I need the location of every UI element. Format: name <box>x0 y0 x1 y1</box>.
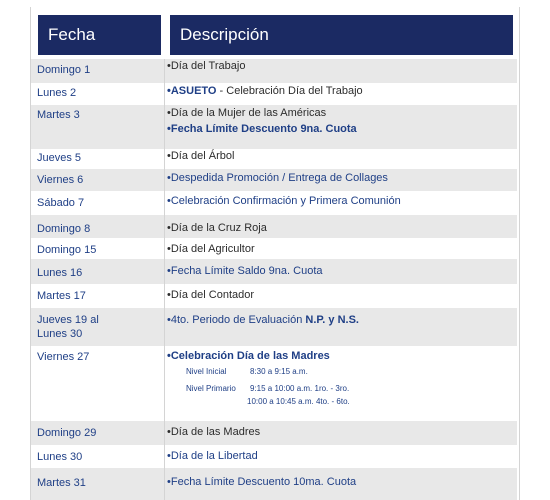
table-row <box>31 59 517 83</box>
row-date: Viernes 6 <box>37 174 84 186</box>
row-description <box>167 312 359 328</box>
row-date: Martes 17 <box>37 290 86 302</box>
header-descripcion: Descripción <box>170 15 513 55</box>
row-description: •Día de la Mujer de las Américas <box>167 107 327 119</box>
row-date-end: Lunes 30 <box>37 328 83 340</box>
asueto-rest: - Celebración Día del Trabajo <box>216 85 363 97</box>
row-description: •Celebración Confirmación y Primera Comunión <box>167 195 401 207</box>
table-row <box>31 421 517 445</box>
row-description: •Día del Contador <box>167 289 255 301</box>
row-date: Domingo 15 <box>37 244 97 256</box>
row-date: Lunes 30 <box>37 451 83 463</box>
table-row <box>31 215 517 238</box>
row-description-bold: •Celebración Día de las Madres <box>167 350 330 362</box>
row-date: Viernes 27 <box>37 351 90 363</box>
row-date: Jueves 19 al <box>37 314 99 326</box>
row-date: Martes 31 <box>37 477 86 489</box>
calendar-table <box>30 7 520 500</box>
row-description: •Fecha Límite Descuento 10ma. Cuota <box>167 476 357 488</box>
row-date: Sábado 7 <box>37 197 85 209</box>
row-description: •Día del Trabajo <box>167 60 246 72</box>
evaluation-bold: N.P. y N.S. <box>305 314 359 326</box>
column-divider <box>164 59 165 500</box>
row-date: Domingo 1 <box>37 64 91 76</box>
row-date: Lunes 16 <box>37 267 83 279</box>
row-date: Domingo 29 <box>37 427 97 439</box>
asueto-label: •ASUETO <box>167 85 217 97</box>
row-date: Jueves 5 <box>37 152 82 164</box>
schedule-level: Nivel Inicial <box>186 367 227 376</box>
row-date: Lunes 2 <box>37 87 77 99</box>
row-description: •Día de la Libertad <box>167 450 258 462</box>
row-description: •Día de las Madres <box>167 426 261 438</box>
row-description: •Día del Árbol <box>167 150 235 162</box>
row-description: •Despedida Promoción / Entrega de Collages <box>167 172 388 184</box>
table-row <box>31 149 517 169</box>
schedule-time: 8:30 a 9:15 a.m. <box>250 367 308 376</box>
schedule-level: Nivel Primario <box>186 384 236 393</box>
schedule-time: 9:15 a 10:00 a.m. 1ro. - 3ro. <box>250 384 350 393</box>
row-description: •Fecha Límite Saldo 9na. Cuota <box>167 265 323 277</box>
row-description: •Día de la Cruz Roja <box>167 222 267 234</box>
row-description: •Día del Agricultor <box>167 243 255 255</box>
header-fecha: Fecha <box>38 15 161 55</box>
schedule-time: 10:00 a 10:45 a.m. 4to. - 6to. <box>247 397 350 406</box>
row-date: Martes 3 <box>37 109 80 121</box>
row-date: Domingo 8 <box>37 223 91 235</box>
table-row <box>31 284 517 308</box>
row-description <box>167 83 363 99</box>
evaluation-text: •4to. Periodo de Evaluación <box>167 314 306 326</box>
table-row <box>31 238 517 259</box>
table-row <box>31 445 517 468</box>
row-description-bold: •Fecha Límite Descuento 9na. Cuota <box>167 123 357 135</box>
